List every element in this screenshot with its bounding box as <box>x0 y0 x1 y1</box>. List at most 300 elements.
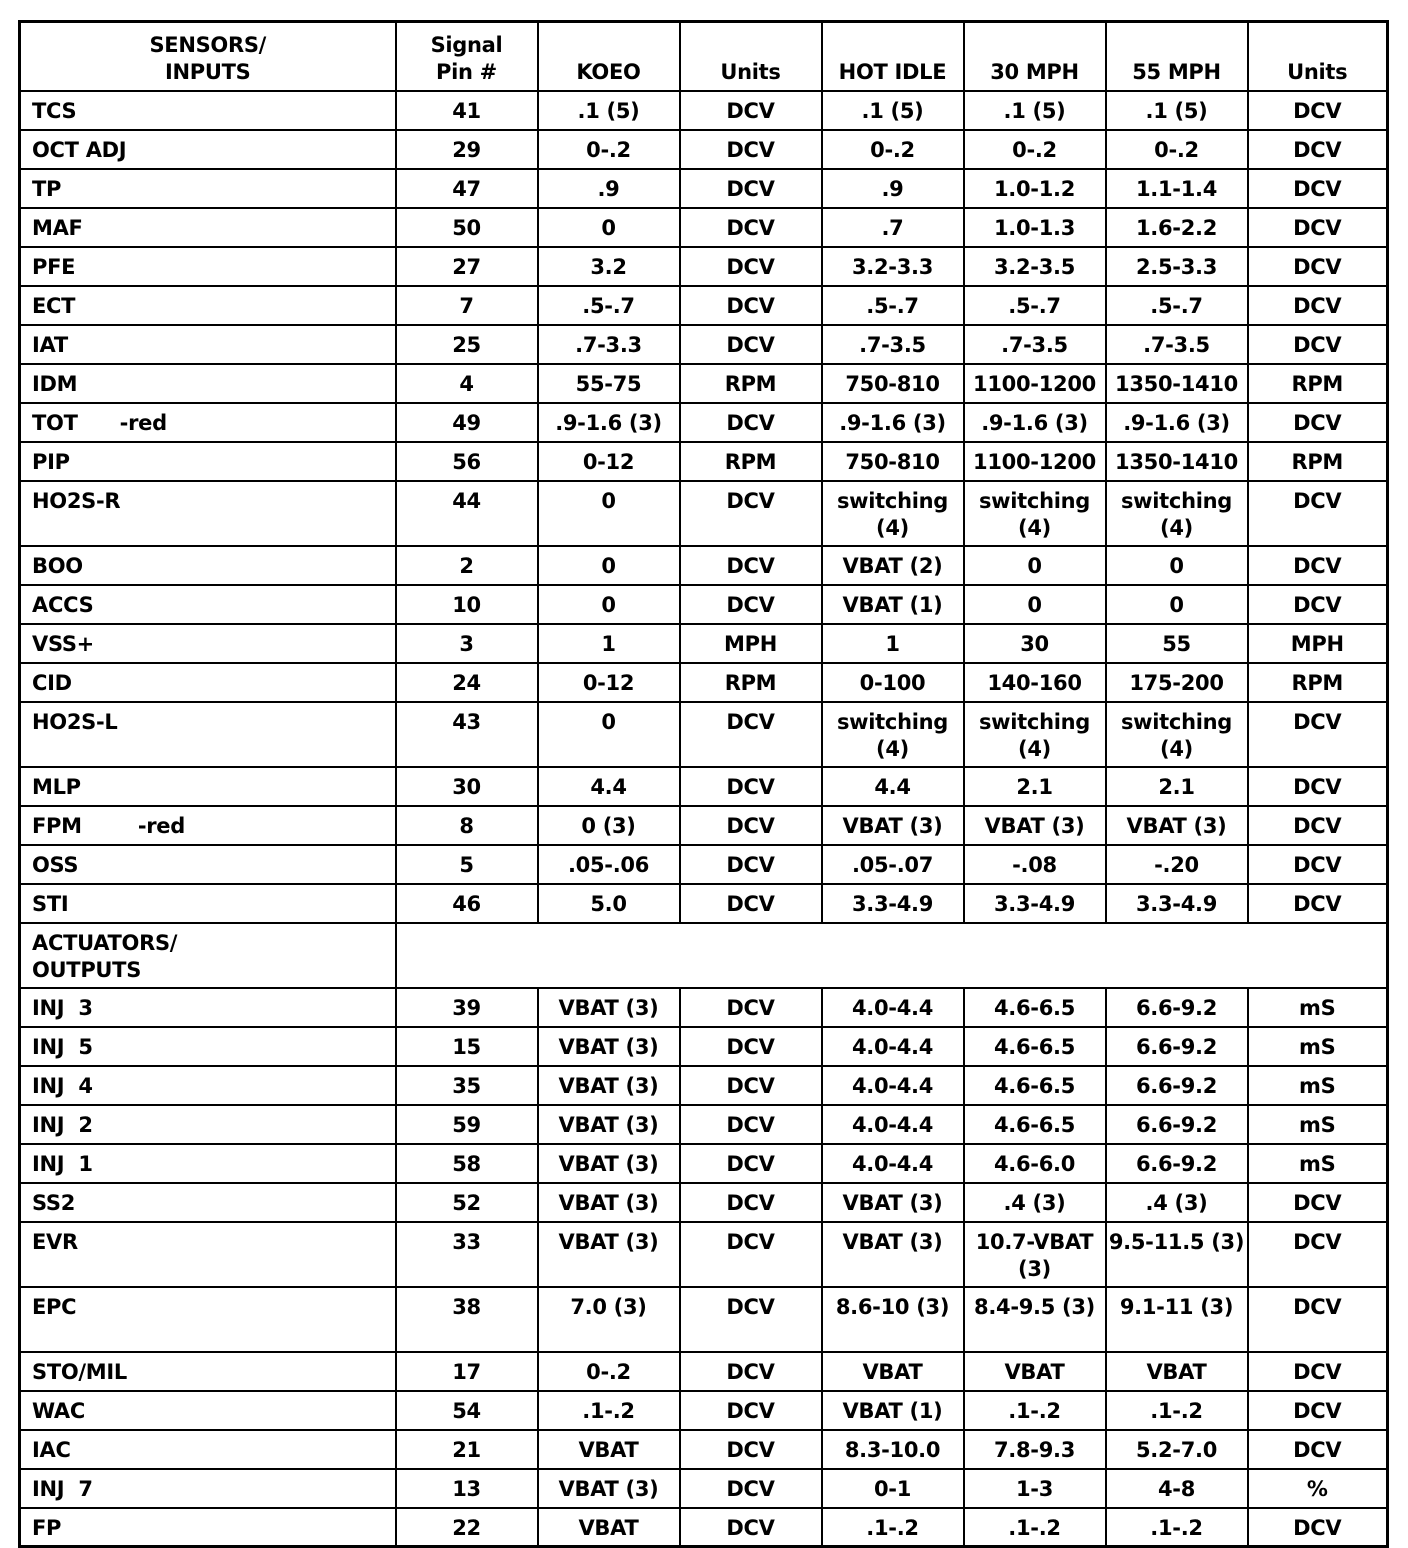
hot-idle-value: .5-.7 <box>822 286 964 325</box>
mph30-value: 0-.2 <box>964 130 1106 169</box>
table-row <box>20 767 1388 806</box>
units-value: DCV <box>680 1352 822 1391</box>
mph30-value: 0 <box>964 546 1106 585</box>
koeo-value: 1 <box>538 624 680 663</box>
signal-name: ACCS <box>20 585 396 624</box>
units2-value: DCV <box>1248 130 1388 169</box>
signal-name: INJ 1 <box>20 1144 396 1183</box>
table-row <box>20 1105 1388 1144</box>
signal-name: PFE <box>20 247 396 286</box>
signal-pin: 2 <box>396 546 538 585</box>
koeo-value: 7.0 (3) <box>538 1287 680 1352</box>
hot-idle-value: .7-3.5 <box>822 325 964 364</box>
hot-idle-value: 8.6-10 (3) <box>822 1287 964 1352</box>
units2-value: RPM <box>1248 442 1388 481</box>
hot-idle-value: .7 <box>822 208 964 247</box>
hot-idle-value: 3.3-4.9 <box>822 884 964 923</box>
mph55-value: 5.2-7.0 <box>1106 1430 1248 1469</box>
units2-value: DCV <box>1248 286 1388 325</box>
signal-name: INJ 2 <box>20 1105 396 1144</box>
header-signal-pin <box>396 22 538 91</box>
units2-value: DCV <box>1248 481 1388 546</box>
signal-pin: 5 <box>396 845 538 884</box>
signal-name: FPM -red <box>20 806 396 845</box>
mph55-value: 6.6-9.2 <box>1106 1105 1248 1144</box>
signal-name: FP <box>20 1508 396 1547</box>
koeo-value: 0 <box>538 481 680 546</box>
mph55-value: 6.6-9.2 <box>1106 1144 1248 1183</box>
table-row <box>20 845 1388 884</box>
mph55-value: -.20 <box>1106 845 1248 884</box>
mph55-value: 1.1-1.4 <box>1106 169 1248 208</box>
mph30-value: 1-3 <box>964 1469 1106 1508</box>
signal-name: BOO <box>20 546 396 585</box>
table-row <box>20 364 1388 403</box>
hot-idle-value: 4.0-4.4 <box>822 1027 964 1066</box>
units-value: DCV <box>680 1287 822 1352</box>
koeo-value: 0 <box>538 546 680 585</box>
actuators-outputs-label <box>20 923 396 988</box>
signal-pin: 4 <box>396 364 538 403</box>
koeo-value: .5-.7 <box>538 286 680 325</box>
units-value: DCV <box>680 1391 822 1430</box>
hot-idle-value: 4.0-4.4 <box>822 1066 964 1105</box>
table-row <box>20 1391 1388 1430</box>
mph55-value: 6.6-9.2 <box>1106 1027 1248 1066</box>
table-row <box>20 585 1388 624</box>
signal-pin: 27 <box>396 247 538 286</box>
hot-idle-value: 0-100 <box>822 663 964 702</box>
signal-pin: 13 <box>396 1469 538 1508</box>
koeo-value: 0 <box>538 585 680 624</box>
koeo-value: 5.0 <box>538 884 680 923</box>
units-value: DCV <box>680 286 822 325</box>
signal-name: EVR <box>20 1222 396 1287</box>
header-55-mph: 55 MPH <box>1106 22 1248 91</box>
units2-value: DCV <box>1248 702 1388 767</box>
table-row <box>20 247 1388 286</box>
koeo-value: 55-75 <box>538 364 680 403</box>
units2-value: DCV <box>1248 1430 1388 1469</box>
units2-value: DCV <box>1248 1287 1388 1352</box>
koeo-value: .1-.2 <box>538 1391 680 1430</box>
koeo-value: .9-1.6 (3) <box>538 403 680 442</box>
units-value: MPH <box>680 624 822 663</box>
header-units: Units <box>680 22 822 91</box>
units-value: DCV <box>680 1508 822 1547</box>
mph30-value: .1-.2 <box>964 1391 1106 1430</box>
units2-value: DCV <box>1248 1508 1388 1547</box>
signal-pin: 8 <box>396 806 538 845</box>
hot-idle-value: VBAT (3) <box>822 1222 964 1287</box>
units2-value: DCV <box>1248 1183 1388 1222</box>
hot-idle-value: VBAT (1) <box>822 585 964 624</box>
units2-value: DCV <box>1248 546 1388 585</box>
units2-value: RPM <box>1248 663 1388 702</box>
units2-value: mS <box>1248 988 1388 1027</box>
mph30-value: .4 (3) <box>964 1183 1106 1222</box>
units-value: RPM <box>680 663 822 702</box>
units-value: RPM <box>680 442 822 481</box>
table-row <box>20 806 1388 845</box>
mph55-value: 9.1-11 (3) <box>1106 1287 1248 1352</box>
units2-value: DCV <box>1248 585 1388 624</box>
units2-value: DCV <box>1248 806 1388 845</box>
koeo-value: VBAT (3) <box>538 1469 680 1508</box>
signal-name: HO2S-R <box>20 481 396 546</box>
units2-value: DCV <box>1248 325 1388 364</box>
table-row <box>20 130 1388 169</box>
koeo-value: VBAT (3) <box>538 1183 680 1222</box>
signal-name: TP <box>20 169 396 208</box>
hot-idle-value: 750-810 <box>822 442 964 481</box>
actuators-line1: ACTUATORS/ <box>32 930 178 955</box>
header-sensors-inputs <box>20 22 396 91</box>
table-row <box>20 1469 1388 1508</box>
mph30-value: 1.0-1.3 <box>964 208 1106 247</box>
signal-name: IAT <box>20 325 396 364</box>
table-row <box>20 1287 1388 1352</box>
table-row <box>20 1144 1388 1183</box>
hot-idle-value: VBAT <box>822 1352 964 1391</box>
units2-value: mS <box>1248 1066 1388 1105</box>
signal-pin: 46 <box>396 884 538 923</box>
mph55-value: VBAT (3) <box>1106 806 1248 845</box>
units-value: DCV <box>680 702 822 767</box>
units2-value: DCV <box>1248 767 1388 806</box>
header-pin-line1: Signal <box>430 32 503 57</box>
signal-pin: 7 <box>396 286 538 325</box>
pinout-table <box>18 20 1389 1548</box>
mph30-value: .5-.7 <box>964 286 1106 325</box>
signal-name: INJ 7 <box>20 1469 396 1508</box>
units2-value: mS <box>1248 1105 1388 1144</box>
mph30-value: switching (4) <box>964 702 1106 767</box>
koeo-value: VBAT (3) <box>538 1066 680 1105</box>
mph55-value: 6.6-9.2 <box>1106 1066 1248 1105</box>
table-row <box>20 884 1388 923</box>
units-value: DCV <box>680 91 822 130</box>
units-value: DCV <box>680 1144 822 1183</box>
units2-value: DCV <box>1248 845 1388 884</box>
signal-name: VSS+ <box>20 624 396 663</box>
units2-value: DCV <box>1248 1391 1388 1430</box>
mph55-value: .7-3.5 <box>1106 325 1248 364</box>
signal-name: INJ 4 <box>20 1066 396 1105</box>
mph55-value: 175-200 <box>1106 663 1248 702</box>
units-value: DCV <box>680 325 822 364</box>
units2-value: MPH <box>1248 624 1388 663</box>
mph55-value: .9-1.6 (3) <box>1106 403 1248 442</box>
mph30-value: .1 (5) <box>964 91 1106 130</box>
mph30-value: 4.6-6.5 <box>964 1027 1106 1066</box>
table-row <box>20 1352 1388 1391</box>
units-value: RPM <box>680 364 822 403</box>
header-row <box>20 22 1388 91</box>
units-value: DCV <box>680 806 822 845</box>
koeo-value: VBAT (3) <box>538 1222 680 1287</box>
hot-idle-value: switching (4) <box>822 702 964 767</box>
koeo-value: 0 <box>538 208 680 247</box>
mph55-value: .5-.7 <box>1106 286 1248 325</box>
table-row <box>20 546 1388 585</box>
mph30-value: VBAT (3) <box>964 806 1106 845</box>
mph30-value: 30 <box>964 624 1106 663</box>
koeo-value: VBAT (3) <box>538 1105 680 1144</box>
header-koeo: KOEO <box>538 22 680 91</box>
signal-pin: 56 <box>396 442 538 481</box>
table-row <box>20 624 1388 663</box>
mph30-value: 3.2-3.5 <box>964 247 1106 286</box>
hot-idle-value: 4.0-4.4 <box>822 1105 964 1144</box>
signal-name: INJ 5 <box>20 1027 396 1066</box>
mph30-value: 10.7-VBAT (3) <box>964 1222 1106 1287</box>
table-row <box>20 1066 1388 1105</box>
signal-name: OSS <box>20 845 396 884</box>
signal-pin: 47 <box>396 169 538 208</box>
units2-value: DCV <box>1248 403 1388 442</box>
signal-name: IAC <box>20 1430 396 1469</box>
units-value: DCV <box>680 247 822 286</box>
table-row <box>20 1508 1388 1547</box>
header-sensors-line1: SENSORS/ <box>149 32 267 57</box>
hot-idle-value: VBAT (1) <box>822 1391 964 1430</box>
units-value: DCV <box>680 1105 822 1144</box>
units-value: DCV <box>680 1183 822 1222</box>
mph30-value: 2.1 <box>964 767 1106 806</box>
mph30-value: switching (4) <box>964 481 1106 546</box>
header-30-mph: 30 MPH <box>964 22 1106 91</box>
signal-name: STI <box>20 884 396 923</box>
hot-idle-value: 4.0-4.4 <box>822 1144 964 1183</box>
signal-pin: 44 <box>396 481 538 546</box>
hot-idle-value: VBAT (3) <box>822 1183 964 1222</box>
units-value: DCV <box>680 1430 822 1469</box>
mph55-value: .1-.2 <box>1106 1508 1248 1547</box>
koeo-value: 0-.2 <box>538 1352 680 1391</box>
mph55-value: 2.1 <box>1106 767 1248 806</box>
signal-name: INJ 3 <box>20 988 396 1027</box>
units2-value: DCV <box>1248 1352 1388 1391</box>
table-row <box>20 1027 1388 1066</box>
mph55-value: 6.6-9.2 <box>1106 988 1248 1027</box>
table-row <box>20 1183 1388 1222</box>
mph55-value: .1 (5) <box>1106 91 1248 130</box>
signal-pin: 22 <box>396 1508 538 1547</box>
units-value: DCV <box>680 845 822 884</box>
mph30-value: .1-.2 <box>964 1508 1106 1547</box>
signal-pin: 29 <box>396 130 538 169</box>
signal-name: STO/MIL <box>20 1352 396 1391</box>
mph30-value: -.08 <box>964 845 1106 884</box>
signal-pin: 21 <box>396 1430 538 1469</box>
mph55-value: 55 <box>1106 624 1248 663</box>
mph30-value: 140-160 <box>964 663 1106 702</box>
koeo-value: VBAT (3) <box>538 1144 680 1183</box>
table-row <box>20 481 1388 546</box>
mph30-value: 4.6-6.5 <box>964 988 1106 1027</box>
actuators-header-blank <box>396 923 1388 988</box>
signal-pin: 30 <box>396 767 538 806</box>
hot-idle-value: .1 (5) <box>822 91 964 130</box>
units-value: DCV <box>680 208 822 247</box>
table-row <box>20 325 1388 364</box>
mph55-value: switching (4) <box>1106 481 1248 546</box>
header-hot-idle: HOT IDLE <box>822 22 964 91</box>
koeo-value: 0-.2 <box>538 130 680 169</box>
table-row <box>20 208 1388 247</box>
units-value: DCV <box>680 403 822 442</box>
actuators-section-header <box>20 923 1388 988</box>
mph55-value: 3.3-4.9 <box>1106 884 1248 923</box>
signal-name: MAF <box>20 208 396 247</box>
signal-pin: 39 <box>396 988 538 1027</box>
koeo-value: .05-.06 <box>538 845 680 884</box>
table-row <box>20 988 1388 1027</box>
hot-idle-value: .9 <box>822 169 964 208</box>
koeo-value: 0-12 <box>538 442 680 481</box>
actuators-header-row <box>20 923 1388 988</box>
signal-pin: 38 <box>396 1287 538 1352</box>
koeo-value: VBAT <box>538 1508 680 1547</box>
signal-name: ECT <box>20 286 396 325</box>
units2-value: DCV <box>1248 884 1388 923</box>
units-value: DCV <box>680 1222 822 1287</box>
signal-pin: 58 <box>396 1144 538 1183</box>
koeo-value: .7-3.3 <box>538 325 680 364</box>
table-row <box>20 663 1388 702</box>
signal-name: TCS <box>20 91 396 130</box>
hot-idle-value: switching (4) <box>822 481 964 546</box>
mph30-value: 4.6-6.5 <box>964 1105 1106 1144</box>
koeo-value: 0 (3) <box>538 806 680 845</box>
units2-value: mS <box>1248 1027 1388 1066</box>
hot-idle-value: 750-810 <box>822 364 964 403</box>
units-value: DCV <box>680 884 822 923</box>
table-row <box>20 1222 1388 1287</box>
units2-value: DCV <box>1248 169 1388 208</box>
koeo-value: VBAT (3) <box>538 1027 680 1066</box>
units2-value: mS <box>1248 1144 1388 1183</box>
hot-idle-value: 4.4 <box>822 767 964 806</box>
sensors-section <box>20 91 1388 923</box>
mph55-value: 0-.2 <box>1106 130 1248 169</box>
signal-pin: 50 <box>396 208 538 247</box>
header-sensors-line2: INPUTS <box>165 59 251 84</box>
header-units-2: Units <box>1248 22 1388 91</box>
signal-name: MLP <box>20 767 396 806</box>
signal-pin: 25 <box>396 325 538 364</box>
signal-pin: 49 <box>396 403 538 442</box>
koeo-value: 0-12 <box>538 663 680 702</box>
koeo-value: 3.2 <box>538 247 680 286</box>
signal-pin: 3 <box>396 624 538 663</box>
units2-value: DCV <box>1248 208 1388 247</box>
mph30-value: 4.6-6.0 <box>964 1144 1106 1183</box>
hot-idle-value: .9-1.6 (3) <box>822 403 964 442</box>
signal-pin: 24 <box>396 663 538 702</box>
signal-pin: 33 <box>396 1222 538 1287</box>
units2-value: DCV <box>1248 1222 1388 1287</box>
signal-name: PIP <box>20 442 396 481</box>
signal-name: TOT -red <box>20 403 396 442</box>
signal-pin: 35 <box>396 1066 538 1105</box>
signal-name: HO2S-L <box>20 702 396 767</box>
mph55-value: switching (4) <box>1106 702 1248 767</box>
table-row <box>20 286 1388 325</box>
mph30-value: .9-1.6 (3) <box>964 403 1106 442</box>
hot-idle-value: 3.2-3.3 <box>822 247 964 286</box>
koeo-value: 0 <box>538 702 680 767</box>
units-value: DCV <box>680 585 822 624</box>
mph55-value: 0 <box>1106 585 1248 624</box>
table-row <box>20 403 1388 442</box>
mph55-value: 9.5-11.5 (3) <box>1106 1222 1248 1287</box>
koeo-value: .1 (5) <box>538 91 680 130</box>
table-row <box>20 702 1388 767</box>
hot-idle-value: .1-.2 <box>822 1508 964 1547</box>
signal-name: OCT ADJ <box>20 130 396 169</box>
mph55-value: VBAT <box>1106 1352 1248 1391</box>
signal-name: IDM <box>20 364 396 403</box>
units-value: DCV <box>680 169 822 208</box>
signal-name: CID <box>20 663 396 702</box>
mph30-value: 3.3-4.9 <box>964 884 1106 923</box>
actuators-section <box>20 988 1388 1547</box>
signal-pin: 43 <box>396 702 538 767</box>
hot-idle-value: 0-1 <box>822 1469 964 1508</box>
signal-pin: 54 <box>396 1391 538 1430</box>
table-row <box>20 91 1388 130</box>
hot-idle-value: VBAT (3) <box>822 806 964 845</box>
mph30-value: 7.8-9.3 <box>964 1430 1106 1469</box>
mph55-value: 1350-1410 <box>1106 364 1248 403</box>
mph55-value: 0 <box>1106 546 1248 585</box>
header-pin-line2: Pin # <box>436 59 497 84</box>
signal-name: SS2 <box>20 1183 396 1222</box>
mph30-value: VBAT <box>964 1352 1106 1391</box>
mph30-value: 1100-1200 <box>964 364 1106 403</box>
signal-pin: 59 <box>396 1105 538 1144</box>
hot-idle-value: VBAT (2) <box>822 546 964 585</box>
units-value: DCV <box>680 1027 822 1066</box>
units2-value: RPM <box>1248 364 1388 403</box>
units-value: DCV <box>680 130 822 169</box>
units-value: DCV <box>680 546 822 585</box>
table-row <box>20 169 1388 208</box>
units-value: DCV <box>680 1066 822 1105</box>
hot-idle-value: .05-.07 <box>822 845 964 884</box>
koeo-value: .9 <box>538 169 680 208</box>
mph55-value: .4 (3) <box>1106 1183 1248 1222</box>
signal-pin: 10 <box>396 585 538 624</box>
mph55-value: 1.6-2.2 <box>1106 208 1248 247</box>
units-value: DCV <box>680 481 822 546</box>
actuators-line2: OUTPUTS <box>32 957 142 982</box>
hot-idle-value: 0-.2 <box>822 130 964 169</box>
signal-name: WAC <box>20 1391 396 1430</box>
mph30-value: 0 <box>964 585 1106 624</box>
mph55-value: .1-.2 <box>1106 1391 1248 1430</box>
hot-idle-value: 1 <box>822 624 964 663</box>
hot-idle-value: 8.3-10.0 <box>822 1430 964 1469</box>
units-value: DCV <box>680 1469 822 1508</box>
mph55-value: 2.5-3.3 <box>1106 247 1248 286</box>
signal-name: EPC <box>20 1287 396 1352</box>
koeo-value: VBAT (3) <box>538 988 680 1027</box>
units2-value: % <box>1248 1469 1388 1508</box>
signal-pin: 17 <box>396 1352 538 1391</box>
